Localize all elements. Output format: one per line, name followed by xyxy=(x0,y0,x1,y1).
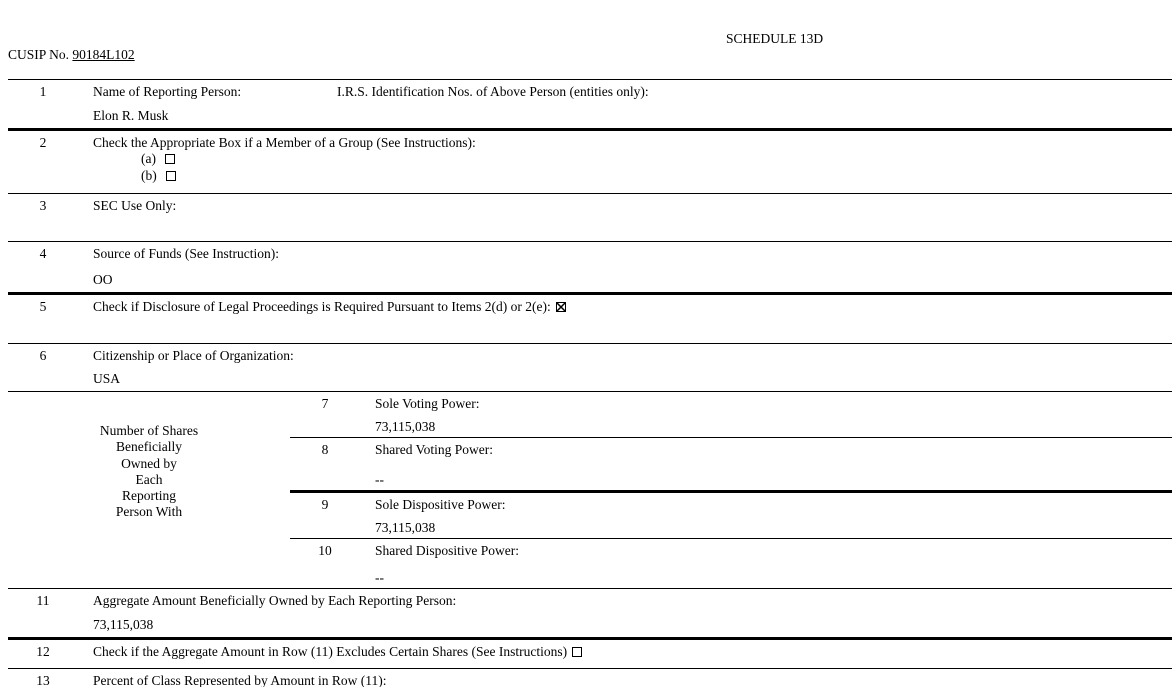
table-row-7 xyxy=(290,392,1172,437)
shares-label-line: Person With xyxy=(115,504,183,520)
shares-label-line: Reporting xyxy=(122,488,176,504)
option-a-line xyxy=(141,151,1172,167)
row-number: 3 xyxy=(39,198,47,213)
cusip-label: CUSIP No. xyxy=(8,47,70,62)
excludes-shares-checkbox xyxy=(572,647,582,657)
row-number: 2 xyxy=(39,135,47,150)
shares-label-line: Number of Shares xyxy=(99,423,199,438)
group-b-checkbox xyxy=(166,171,176,181)
cusip-line xyxy=(8,47,135,63)
shares-label-line: Each xyxy=(135,471,163,487)
row-number: 1 xyxy=(39,84,47,99)
citizenship-label: Citizenship or Place of Organization: xyxy=(93,348,294,363)
row-number: 4 xyxy=(39,246,47,261)
legal-proceedings-label: Check if Disclosure of Legal Proceedings is Required Pursuant to Items 2(d) or 2(e): xyxy=(93,299,551,314)
shared-voting-power-value: -- xyxy=(375,471,384,487)
citizenship-value: USA xyxy=(93,370,121,386)
option-a-label: (a) xyxy=(141,151,156,167)
row-number: 10 xyxy=(318,543,332,558)
row-number: 11 xyxy=(36,593,50,608)
excludes-shares-label: Check if the Aggregate Amount in Row (11) Excludes Certain Shares (See Instructions) xyxy=(93,644,568,659)
group-options xyxy=(141,151,1172,184)
shares-label-line: Beneficially xyxy=(116,439,182,455)
table-row-2 xyxy=(8,128,1172,193)
row-number: 5 xyxy=(39,299,47,314)
schedule-13d-table xyxy=(8,79,1172,687)
row-number: 6 xyxy=(39,348,47,363)
page-title: SCHEDULE 13D xyxy=(726,31,824,46)
table-row-12 xyxy=(8,637,1172,668)
row-number: 7 xyxy=(321,396,329,411)
legal-proceedings-checkbox xyxy=(556,302,566,312)
sec-use-only-label: SEC Use Only: xyxy=(93,198,177,213)
table-row-8 xyxy=(290,437,1172,490)
shares-section xyxy=(8,391,1172,588)
shared-dispositive-power-value: -- xyxy=(375,569,384,585)
row-number: 12 xyxy=(36,644,50,659)
row-number: 9 xyxy=(321,497,329,512)
option-b-line xyxy=(141,168,1172,184)
legal-proceedings-line xyxy=(93,299,1172,315)
aggregate-amount-label: Aggregate Amount Beneficially Owned by Each Reporting Person: xyxy=(93,593,457,608)
option-b-label: (b) xyxy=(141,167,157,183)
group-member-label: Check the Appropriate Box if a Member of a Group (See Instructions): xyxy=(93,135,476,150)
sole-dispositive-power-label: Sole Dispositive Power: xyxy=(375,497,506,512)
aggregate-amount-value: 73,115,038 xyxy=(93,616,154,632)
sole-voting-power-value: 73,115,038 xyxy=(375,418,436,434)
irs-identification-label: I.R.S. Identification Nos. of Above Person (entities only): xyxy=(337,84,649,99)
table-row-1 xyxy=(8,79,1172,128)
percent-of-class-label: Percent of Class Represented by Amount in Row (11): xyxy=(93,673,387,687)
shared-dispositive-power-label: Shared Dispositive Power: xyxy=(375,543,519,558)
group-a-checkbox xyxy=(165,154,175,164)
source-of-funds-value: OO xyxy=(93,271,113,287)
row-number: 13 xyxy=(36,673,50,687)
name-of-reporting-person-label: Name of Reporting Person: xyxy=(93,84,242,99)
row-1-labels xyxy=(93,84,1172,100)
power-rows xyxy=(290,392,1172,588)
shared-voting-power-label: Shared Voting Power: xyxy=(375,442,493,457)
source-of-funds-label: Source of Funds (See Instruction): xyxy=(93,246,279,261)
row-number: 8 xyxy=(321,442,329,457)
table-row-10 xyxy=(290,538,1172,588)
excludes-shares-line xyxy=(93,644,1172,660)
table-row-5 xyxy=(8,292,1172,343)
cusip-number: 90184L102 xyxy=(72,47,135,62)
table-row-3 xyxy=(8,193,1172,241)
shares-label-line: Owned by xyxy=(121,455,177,471)
table-row-13 xyxy=(8,668,1172,687)
reporting-person-name: Elon R. Musk xyxy=(93,107,169,123)
table-row-9 xyxy=(290,490,1172,538)
table-row-6 xyxy=(8,343,1172,391)
table-row-4 xyxy=(8,241,1172,292)
sole-dispositive-power-value: 73,115,038 xyxy=(375,519,436,535)
table-row-11 xyxy=(8,588,1172,637)
sole-voting-power-label: Sole Voting Power: xyxy=(375,396,480,411)
number-of-shares-label xyxy=(8,392,290,588)
